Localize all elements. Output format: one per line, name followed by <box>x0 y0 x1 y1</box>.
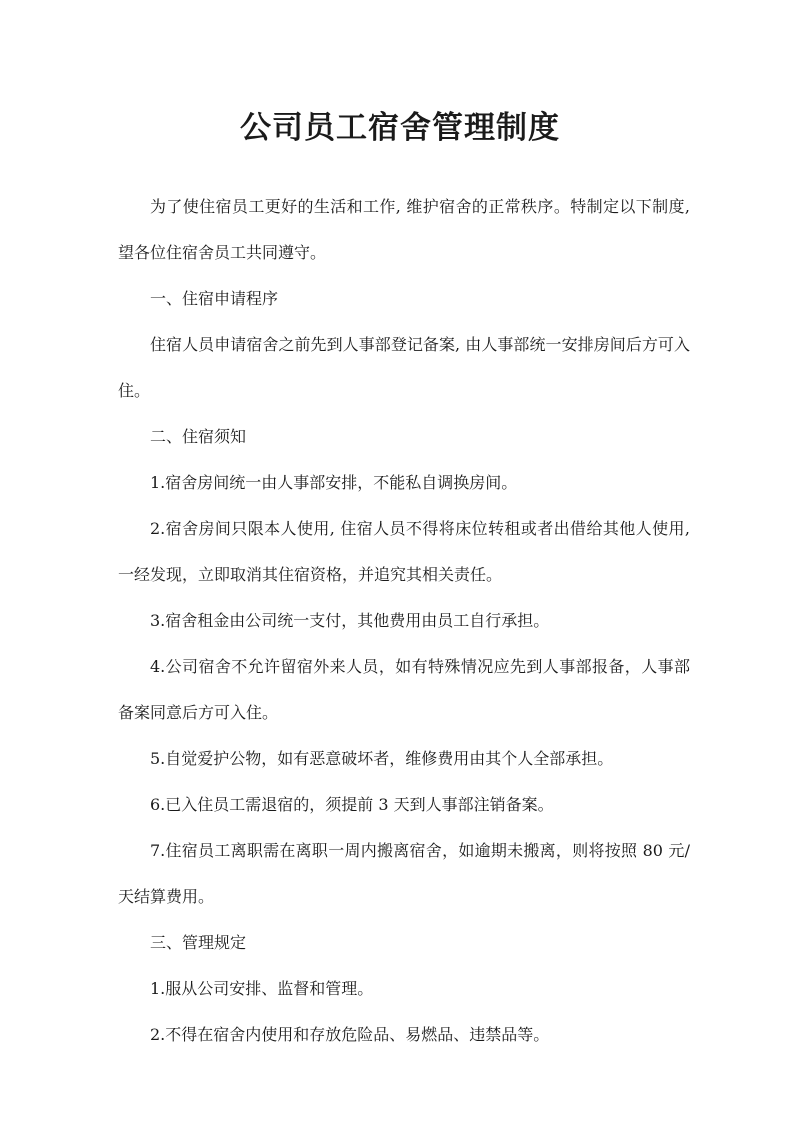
notice-item-5: 5.自觉爱护公物，如有恶意破坏者，维修费用由其个人全部承担。 <box>150 749 614 768</box>
document-title: 公司员工宿舍管理制度 <box>240 110 560 146</box>
notice-item-2: 2.宿舍房间只限本人使用, 住宿人员不得将床位转租或者出借给其他人使用, 一经发现，立即取消其住宿资格，并追究其相关责任。 <box>118 519 690 584</box>
section-heading-management: 三、管理规定 <box>150 933 247 952</box>
notice-item-6: 6.已入住员工需退宿的，须提前 3 天到人事部注销备案。 <box>150 795 554 814</box>
management-item-1: 1.服从公司安排、监督和管理。 <box>150 979 374 998</box>
section-heading-notice: 二、住宿须知 <box>150 427 247 446</box>
notice-item-4: 4.公司宿舍不允许留宿外来人员，如有特殊情况应先到人事部报备，人事部备案同意后方可入住。 <box>118 657 690 722</box>
document-body <box>118 184 690 1058</box>
section-heading-application: 一、住宿申请程序 <box>150 289 279 308</box>
notice-item-7: 7.住宿员工离职需在离职一周内搬离宿舍，如逾期未搬离，则将按照 80 元/天结算费用。 <box>118 841 690 906</box>
intro-paragraph: 为了使住宿员工更好的生活和工作, 维护宿舍的正常秩序。特制定以下制度, 望各位住宿舍员工共同遵守。 <box>118 197 690 262</box>
notice-item-1: 1.宿舍房间统一由人事部安排，不能私自调换房间。 <box>150 473 518 492</box>
notice-item-3: 3.宿舍租金由公司统一支付，其他费用由员工自行承担。 <box>150 611 550 630</box>
paragraph-application: 住宿人员申请宿舍之前先到人事部登记备案, 由人事部统一安排房间后方可入住。 <box>118 335 690 400</box>
management-item-2: 2.不得在宿舍内使用和存放危险品、易燃品、违禁品等。 <box>150 1025 550 1044</box>
